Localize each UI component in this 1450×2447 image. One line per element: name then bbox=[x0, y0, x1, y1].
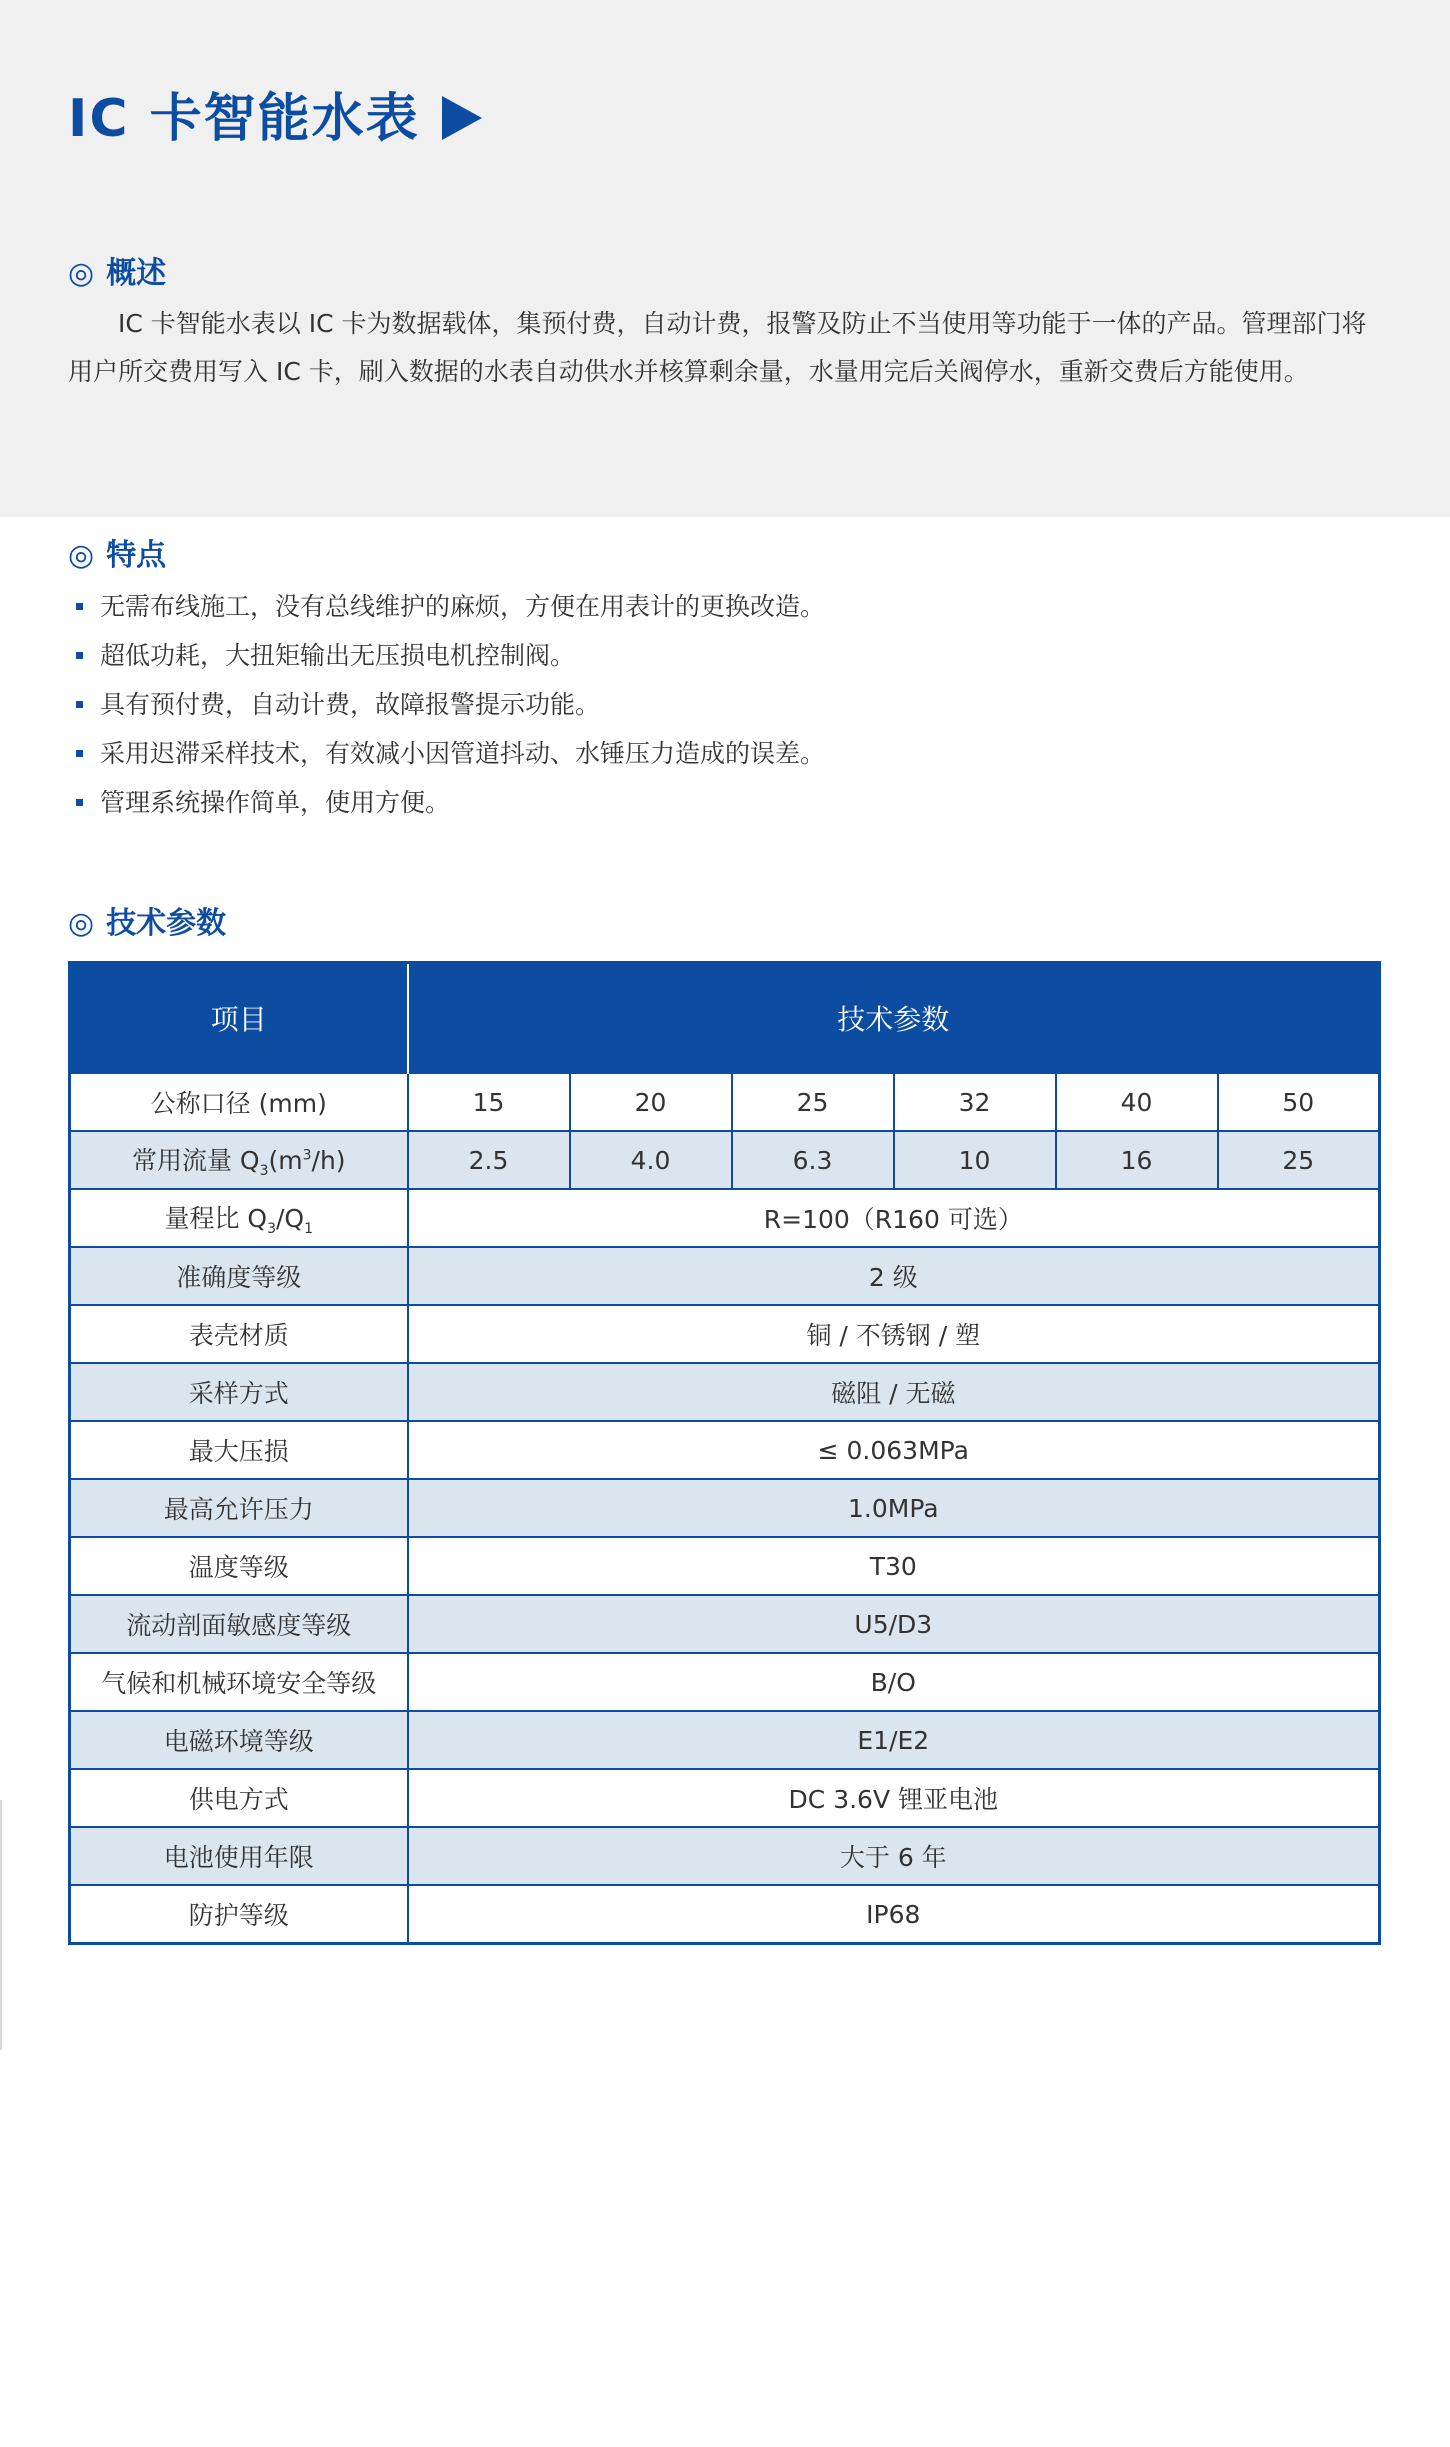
table-row bbox=[70, 1363, 1380, 1421]
overview-paragraph: IC 卡智能水表以 IC 卡为数据载体，集预付费，自动计费，报警及防止不当使用等功能于一体的产品。管理部门将用户所交费用写入 IC 卡，刷入数据的水表自动供水并核算剩余量，水量用完后关阀停水，重新交费后方能使用。 bbox=[68, 309, 1367, 386]
cell-value: E1/E2 bbox=[408, 1711, 1380, 1769]
page-title-text: IC 卡智能水表 bbox=[68, 89, 420, 149]
cell-value: 32 bbox=[894, 1073, 1056, 1131]
label-superscript: 3 bbox=[302, 1147, 312, 1164]
cell-value: DC 3.6V 锂亚电池 bbox=[408, 1769, 1380, 1827]
feature-text: 具有预付费，自动计费，故障报警提示功能。 bbox=[100, 690, 601, 719]
label-subscript: 3 bbox=[259, 1163, 269, 1179]
cell-value: 2.5 bbox=[408, 1131, 570, 1189]
row-label: 准确度等级 bbox=[70, 1247, 408, 1305]
feature-item bbox=[72, 631, 1372, 680]
overview-heading-text: 概述 bbox=[106, 256, 167, 291]
row-label: 最高允许压力 bbox=[70, 1479, 408, 1537]
square-bullet-icon bbox=[76, 603, 83, 610]
feature-text: 采用迟滞采样技术，有效减小因管道抖动、水锤压力造成的误差。 bbox=[100, 739, 826, 768]
feature-text: 管理系统操作简单，使用方便。 bbox=[100, 788, 451, 817]
table-row bbox=[70, 1711, 1380, 1769]
feature-item bbox=[72, 680, 1372, 729]
feature-item bbox=[72, 778, 1372, 827]
cell-value: 50 bbox=[1218, 1073, 1380, 1131]
feature-item bbox=[72, 582, 1372, 631]
table-row bbox=[70, 1189, 1380, 1247]
cell-value: 2 级 bbox=[408, 1247, 1380, 1305]
page-title bbox=[68, 76, 482, 151]
label-part: (m bbox=[268, 1146, 303, 1175]
label-part: 常用流量 Q bbox=[131, 1146, 260, 1175]
cell-value: 40 bbox=[1056, 1073, 1218, 1131]
features-list bbox=[72, 582, 1372, 827]
table-row bbox=[70, 1827, 1380, 1885]
cell-value: 20 bbox=[570, 1073, 732, 1131]
row-label: 表壳材质 bbox=[70, 1305, 408, 1363]
double-circle-icon: ◎ bbox=[68, 538, 95, 573]
specs-heading-text: 技术参数 bbox=[106, 906, 227, 941]
label-subscript: 1 bbox=[304, 1221, 314, 1237]
double-circle-icon: ◎ bbox=[68, 256, 95, 291]
row-label: 电磁环境等级 bbox=[70, 1711, 408, 1769]
cell-value: IP68 bbox=[408, 1885, 1380, 1944]
table-row bbox=[70, 1073, 1380, 1131]
cell-value: 1.0MPa bbox=[408, 1479, 1380, 1537]
row-label: 供电方式 bbox=[70, 1769, 408, 1827]
cell-value: 大于 6 年 bbox=[408, 1827, 1380, 1885]
table-row bbox=[70, 1537, 1380, 1595]
specs-heading bbox=[68, 898, 226, 942]
cell-value: B/O bbox=[408, 1653, 1380, 1711]
label-part: /h) bbox=[311, 1146, 346, 1175]
table-row bbox=[70, 1131, 1380, 1189]
label-part: /Q bbox=[276, 1204, 305, 1233]
row-label bbox=[70, 1189, 408, 1247]
spec-table bbox=[68, 961, 1381, 1945]
square-bullet-icon bbox=[76, 652, 83, 659]
cell-value: 6.3 bbox=[732, 1131, 894, 1189]
table-row bbox=[70, 1247, 1380, 1305]
row-label bbox=[70, 1131, 408, 1189]
cell-value: 铜 / 不锈钢 / 塑 bbox=[408, 1305, 1380, 1363]
edge-divider bbox=[0, 1800, 2, 2050]
header-value: 技术参数 bbox=[408, 963, 1380, 1074]
square-bullet-icon bbox=[76, 750, 83, 757]
row-label: 流动剖面敏感度等级 bbox=[70, 1595, 408, 1653]
table-row bbox=[70, 1653, 1380, 1711]
cell-value: 25 bbox=[1218, 1131, 1380, 1189]
row-label: 电池使用年限 bbox=[70, 1827, 408, 1885]
cell-value: 25 bbox=[732, 1073, 894, 1131]
cell-value: R=100（R160 可选） bbox=[408, 1189, 1380, 1247]
row-label: 防护等级 bbox=[70, 1885, 408, 1944]
table-row bbox=[70, 1885, 1380, 1944]
table-row bbox=[70, 1479, 1380, 1537]
cell-value: 16 bbox=[1056, 1131, 1218, 1189]
table-row bbox=[70, 1595, 1380, 1653]
cell-value: 15 bbox=[408, 1073, 570, 1131]
table-row bbox=[70, 1769, 1380, 1827]
header-item: 项目 bbox=[70, 963, 408, 1074]
cell-value: 4.0 bbox=[570, 1131, 732, 1189]
double-circle-icon: ◎ bbox=[68, 906, 95, 941]
cell-value: ≤ 0.063MPa bbox=[408, 1421, 1380, 1479]
cell-value: 10 bbox=[894, 1131, 1056, 1189]
label-subscript: 3 bbox=[267, 1221, 276, 1237]
row-label: 采样方式 bbox=[70, 1363, 408, 1421]
features-heading bbox=[68, 530, 166, 574]
square-bullet-icon bbox=[76, 701, 83, 708]
play-arrow-icon bbox=[442, 96, 482, 140]
row-label: 最大压损 bbox=[70, 1421, 408, 1479]
cell-value: 磁阻 / 无磁 bbox=[408, 1363, 1380, 1421]
feature-text: 无需布线施工，没有总线维护的麻烦，方便在用表计的更换改造。 bbox=[100, 592, 826, 621]
cell-value: T30 bbox=[408, 1537, 1380, 1595]
feature-item bbox=[72, 729, 1372, 778]
table-header-row bbox=[70, 963, 1380, 1074]
square-bullet-icon bbox=[76, 799, 83, 806]
row-label: 温度等级 bbox=[70, 1537, 408, 1595]
table-row bbox=[70, 1305, 1380, 1363]
table-row bbox=[70, 1421, 1380, 1479]
overview-heading bbox=[68, 248, 166, 292]
feature-text: 超低功耗，大扭矩输出无压损电机控制阀。 bbox=[100, 641, 576, 670]
label-part: 量程比 Q bbox=[164, 1204, 268, 1233]
features-heading-text: 特点 bbox=[106, 538, 167, 573]
cell-value: U5/D3 bbox=[408, 1595, 1380, 1653]
row-label: 气候和机械环境安全等级 bbox=[70, 1653, 408, 1711]
row-label: 公称口径 (mm) bbox=[70, 1073, 408, 1131]
